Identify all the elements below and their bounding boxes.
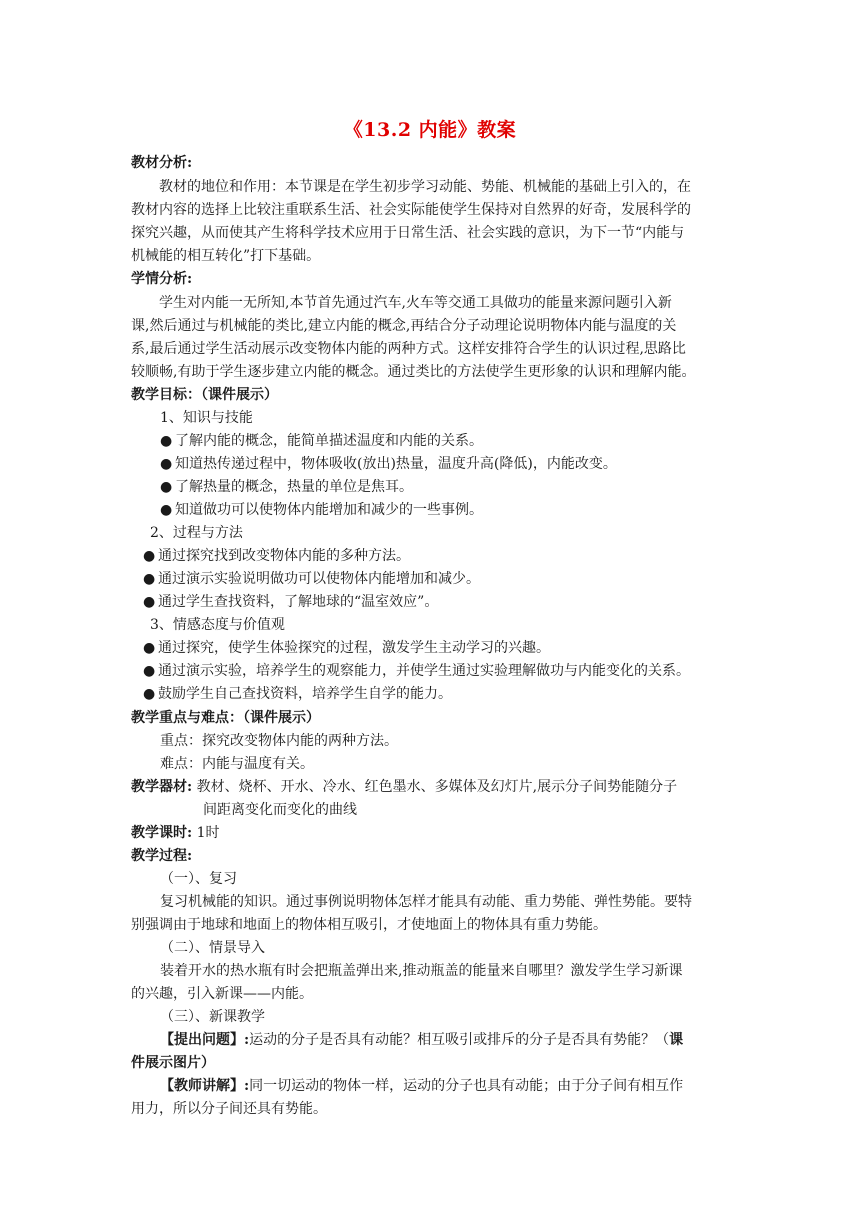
goal-item: ● 通过演示实验说明做功可以使物体内能增加和减少。 <box>143 568 743 590</box>
goal-item: ● 知道热传递过程中，物体吸收(放出)热量，温度升高(降低)，内能改变。 <box>160 453 760 475</box>
equipment-text-cont: 间距离变化而变化的曲线 <box>203 802 357 818</box>
section-title: （一）、复习 <box>160 871 237 887</box>
bullet-icon: ● <box>143 640 156 656</box>
bullet-icon: ● <box>143 548 156 564</box>
teacher-text-cont: 用力，所以分子间还具有势能。 <box>131 1101 327 1117</box>
bullet-icon: ● <box>160 433 173 449</box>
equipment-text: 教材、烧杯、开水、冷水、红色墨水、多媒体及幻灯片,展示分子间势能随分子 <box>196 779 678 795</box>
goal-section-title: 3、情感态度与价值观 <box>150 617 285 633</box>
section-title: （二）、情景导入 <box>160 940 265 956</box>
question-label: 【提出问题】: <box>160 1032 250 1048</box>
keypoints-heading: 教学重点与难点：（课件展示） <box>131 710 320 726</box>
goal-item: ● 通过探究，使学生体验探究的过程，激发学生主动学习的兴趣。 <box>143 637 743 659</box>
section-line: 装着开水的热水瓶有时会把瓶盖弹出来,推动瓶盖的能量来自哪里？激发学生学习新课 <box>160 963 683 979</box>
question-text: 运动的分子是否具有动能？相互吸引或排斥的分子是否具有势能？（ <box>249 1032 670 1048</box>
question-tail: 课 <box>669 1032 684 1048</box>
analysis-line: 机械能的相互转化”打下基础。 <box>131 248 321 264</box>
goal-item: ● 了解热量的概念，热量的单位是焦耳。 <box>160 476 760 498</box>
analysis-line: 教材的地位和作用：本节课是在学生初步学习动能、势能、机械能的基础上引入的，在 <box>159 179 691 195</box>
learner-line: 系,最后通过学生活动展示改变物体内能的两种方式。这样安排符合学生的认识过程,思路比 <box>131 341 686 357</box>
analysis-heading: 教材分析: <box>131 155 193 171</box>
section-title: （三）、新课教学 <box>160 1009 265 1025</box>
bullet-icon: ● <box>143 571 156 587</box>
goals-heading: 教学目标：（课件展示） <box>131 387 278 403</box>
goal-item: ● 通过探究找到改变物体内能的多种方法。 <box>143 545 743 567</box>
teacher-text: 同一切运动的物体一样，运动的分子也具有动能；由于分子间有相互作 <box>249 1078 684 1094</box>
goal-section-title: 1、知识与技能 <box>160 410 253 426</box>
section-line: 的兴趣，引入新课——内能。 <box>131 986 313 1002</box>
learner-heading: 学情分析: <box>131 271 193 287</box>
goal-item: ● 知道做功可以使物体内能增加和减少的一些事例。 <box>160 499 760 521</box>
goal-item: ● 通过学生查找资料，了解地球的“温室效应”。 <box>143 591 743 613</box>
learner-line: 课,然后通过与机械能的类比,建立内能的概念,再结合分子动理论说明物体内能与温度的关 <box>131 318 677 334</box>
section-line: 复习机械能的知识。通过事例说明物体怎样才能具有动能、重力势能、弹性势能。要特 <box>160 894 692 910</box>
goal-section-title: 2、过程与方法 <box>150 525 243 541</box>
bullet-icon: ● <box>143 594 156 610</box>
bullet-icon: ● <box>143 686 156 702</box>
bullet-icon: ● <box>160 456 173 472</box>
process-heading: 教学过程: <box>131 848 193 864</box>
section-line: 别强调由于地球和地面上的物体相互吸引，才使地面上的物体具有重力势能。 <box>131 917 607 933</box>
learner-line: 较顺畅,有助于学生逐步建立内能的概念。通过类比的方法使学生更形象的认识和理解内能。 <box>131 364 696 380</box>
goal-item: ● 鼓励学生自己查找资料，培养学生自学的能力。 <box>143 683 743 705</box>
keypoint-text: 重点：探究改变物体内能的两种方法。 <box>160 733 398 749</box>
analysis-line: 探究兴趣，从而使其产生将科学技术应用于日常生活、社会实践的意识，为下一节“内能与 <box>131 225 685 241</box>
goal-item: ● 了解内能的概念，能简单描述温度和内能的关系。 <box>160 430 760 452</box>
difficulty-text: 难点：内能与温度有关。 <box>160 756 314 772</box>
equipment-label: 教学器材: <box>131 779 193 795</box>
bullet-icon: ● <box>160 502 173 518</box>
goal-item: ● 通过演示实验，培养学生的观察能力，并使学生通过实验理解做功与内能变化的关系。 <box>143 660 743 682</box>
learner-line: 学生对内能一无所知,本节首先通过汽车,火车等交通工具做功的能量来源问题引入新 <box>159 295 672 311</box>
analysis-line: 教材内容的选择上比较注重联系生活、社会实际能使学生保持对自然界的好奇，发展科学的 <box>131 202 691 218</box>
document-title: 《13.2 内能》教案 <box>343 119 517 141</box>
question-tail-cont: 件展示图片） <box>131 1055 215 1071</box>
teacher-label: 【教师讲解】: <box>160 1078 250 1094</box>
hours-label: 教学课时: <box>131 825 193 841</box>
bullet-icon: ● <box>143 663 156 679</box>
bullet-icon: ● <box>160 479 173 495</box>
hours-value: 1时 <box>196 825 220 841</box>
